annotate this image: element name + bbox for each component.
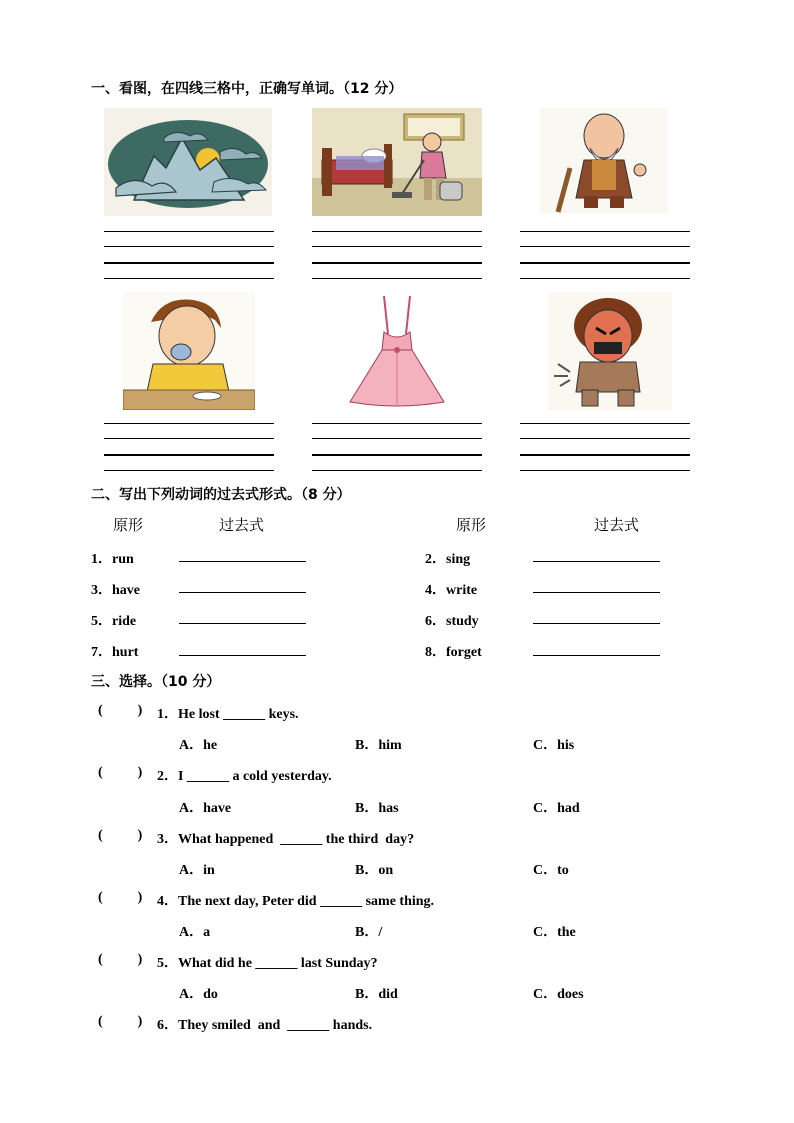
option-c[interactable]: C．does [533,987,584,1002]
question-stem: 5．What did he ______ last Sunday? [157,956,378,971]
column-header-past: 过去式 [219,516,265,534]
verb-label: 6．study [425,614,479,629]
option-a[interactable]: A．do [179,987,218,1002]
writing-lines[interactable] [520,231,690,279]
writing-lines[interactable] [520,423,690,471]
option-a[interactable]: A．a [179,925,211,940]
question-stem: 2．I ______ a cold yesterday. [157,769,332,784]
answer-paren[interactable]: ( ) [98,765,143,780]
option-c[interactable]: C．his [533,738,575,753]
verb-label: 2．sing [425,552,471,567]
option-b[interactable]: B．did [355,987,398,1002]
option-b[interactable]: B．on [355,863,394,878]
answer-paren[interactable]: ( ) [98,890,143,905]
question-stem: 4．The next day, Peter did ______ same thing. [157,894,435,909]
writing-lines[interactable] [104,423,274,471]
option-b[interactable]: B．has [355,801,399,816]
verb-label: 7．hurt [91,645,139,660]
option-a[interactable]: A．in [179,863,215,878]
option-b[interactable]: B．him [355,738,402,753]
writing-lines[interactable] [312,231,482,279]
answer-blank[interactable] [533,560,660,562]
answer-blank[interactable] [179,654,306,656]
column-header-past: 过去式 [594,516,640,534]
answer-paren[interactable]: ( ) [98,703,143,718]
cloudy-mountains-icon [104,108,272,216]
answer-blank[interactable] [533,622,660,624]
column-header-base: 原形 [113,516,144,534]
option-c[interactable]: C．had [533,801,580,816]
boy-drinking-icon [123,292,255,410]
boy-vacuuming-icon [312,108,482,216]
option-a[interactable]: A．have [179,801,232,816]
section3-title: 三、选择。（10 分） [91,674,221,690]
question-stem: 6．They smiled and ______ hands. [157,1018,373,1033]
answer-blank[interactable] [533,654,660,656]
answer-blank[interactable] [179,622,306,624]
option-a[interactable]: A．he [179,738,218,753]
answer-paren[interactable]: ( ) [98,1014,143,1029]
verb-label: 4．write [425,583,478,598]
option-b[interactable]: B．/ [355,925,383,940]
verb-label: 1．run [91,552,134,567]
angry-man-icon [548,292,672,410]
option-c[interactable]: C．to [533,863,569,878]
question-stem: 3．What happened ______ the third day? [157,832,415,847]
column-header-base: 原形 [456,516,487,534]
verb-label: 3．have [91,583,140,598]
answer-blank[interactable] [179,560,306,562]
verb-label: 5．ride [91,614,137,629]
answer-blank[interactable] [179,591,306,593]
writing-lines[interactable] [312,423,482,471]
pink-dress-icon [344,294,450,408]
question-stem: 1．He lost ______ keys. [157,707,299,722]
writing-lines[interactable] [104,231,274,279]
option-c[interactable]: C．the [533,925,576,940]
answer-blank[interactable] [533,591,660,593]
section2-title: 二、写出下列动词的过去式形式。（8 分） [91,487,351,503]
answer-paren[interactable]: ( ) [98,828,143,843]
old-man-icon [540,108,668,214]
answer-paren[interactable]: ( ) [98,952,143,967]
verb-label: 8．forget [425,645,482,660]
section1-title: 一、看图，在四线三格中，正确写单词。（12 分） [91,81,403,97]
